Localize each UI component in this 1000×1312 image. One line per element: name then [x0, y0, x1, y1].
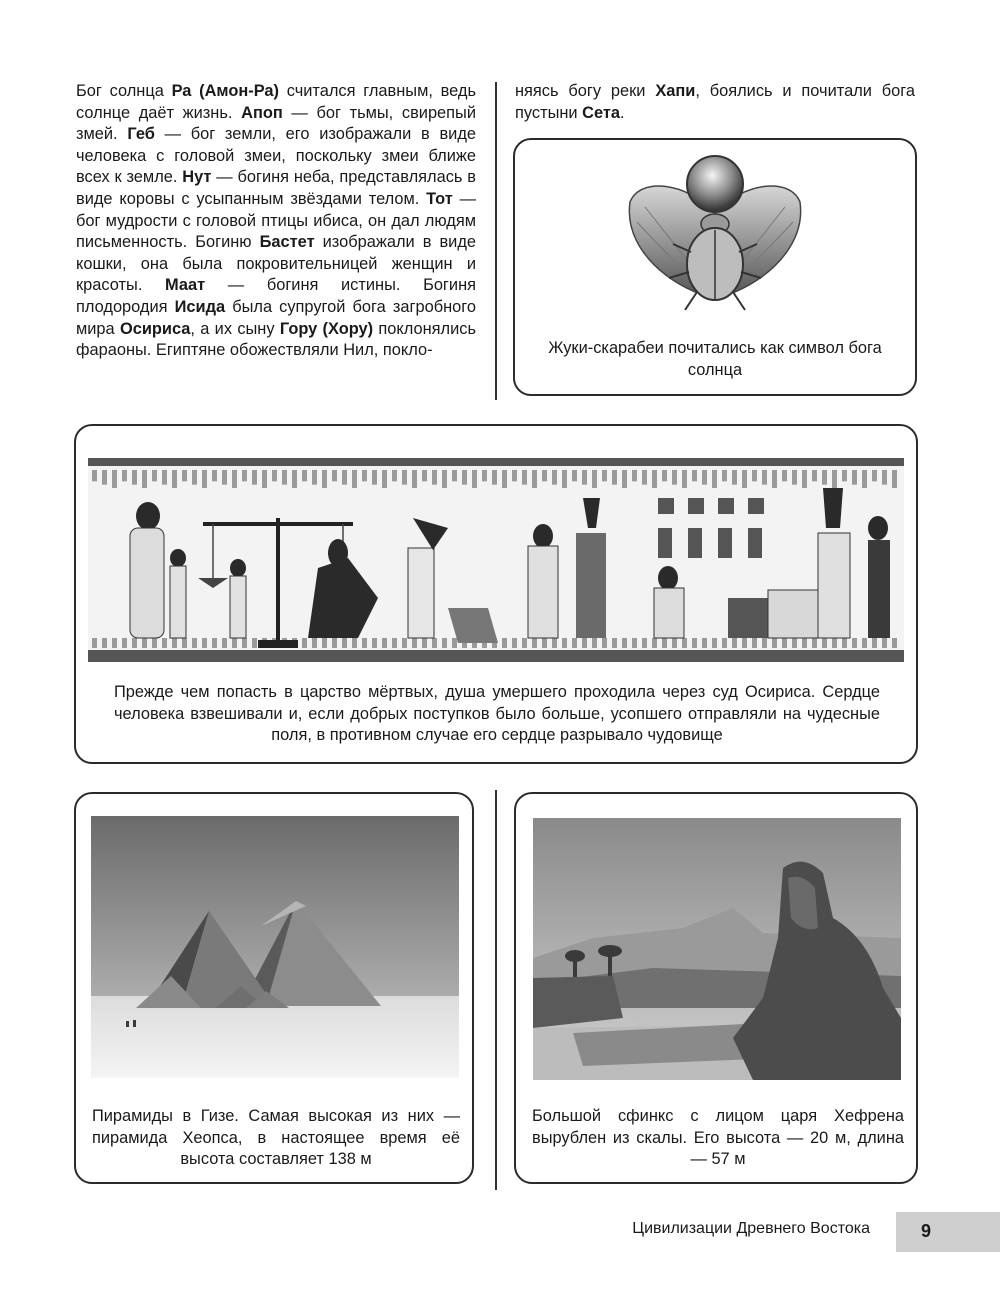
scarab-caption: Жуки-скарабеи почитались как символ бога солнца — [548, 339, 882, 379]
page-number-box — [896, 1212, 1000, 1252]
bold-term: Маат — [165, 276, 206, 295]
bold-term: Нут — [182, 168, 212, 187]
bold-term: Исида — [174, 297, 226, 316]
footer-title: Цивилизации Древнего Востока — [632, 1220, 870, 1237]
page-number: 9 — [920, 1221, 931, 1241]
bold-term: Хапи — [655, 82, 696, 100]
bold-term: Тот — [426, 189, 453, 208]
text-run: , а их сыну — [190, 319, 280, 338]
bold-term: Геб — [127, 125, 155, 144]
text-run: — богиня неба, представлялась в виде коровы с усыпанным звёздами телом. — [76, 168, 476, 208]
body-text-left — [76, 81, 476, 362]
sphinx-card — [514, 792, 918, 1184]
text-run: считался главным, ведь солнце даёт жизнь. — [76, 82, 477, 122]
text-run: Бог солнца — [76, 82, 172, 100]
bottom-divider — [495, 790, 497, 1190]
scarab-illustration — [625, 152, 805, 322]
text-run: , боялись и почитали бога пустыни — [515, 82, 915, 122]
bold-term: Бастет — [259, 233, 315, 252]
judgment-frieze — [88, 458, 904, 662]
text-run: изображали в виде кошки, она была покровительницей женщин и красоты. — [76, 233, 477, 295]
judgment-card — [74, 424, 918, 764]
body-text-right — [515, 81, 915, 124]
text-run: — богиня истины. Богиня плодородия — [76, 276, 476, 316]
text-run: была супругой бога загробного мира — [76, 297, 476, 338]
text-run: — бог земли, его изображали в виде человека с головой змеи, поскольку змеи ближе всех к земле. — [76, 125, 477, 187]
text-run: поклонялись фараоны. Египтяне обожествляли Нил, покло- — [76, 319, 476, 360]
text-run: няясь богу реки — [515, 82, 656, 100]
sphinx-photo — [533, 818, 901, 1080]
sphinx-caption: Большой сфинкс с лицом царя Хефрена вырублен из скалы. Его высота — 20 м, длина — 57 м — [532, 1107, 904, 1169]
text-run: — бог тьмы, свирепый змей. — [76, 103, 476, 144]
judgment-caption: Прежде чем попасть в царство мёртвых, душа умершего проходила через суд Осириса. Сердце человека взвешивали и, если добрых поступков было больше, усопшего отправляли на чудесные поля, в противном случае его сердце разрывало чудовище — [114, 683, 880, 745]
bold-term: Гору (Хору) — [279, 319, 374, 338]
pyramids-caption: Пирамиды в Гизе. Самая высокая из них — пирамида Хеопса, в настоящее время её высота составляет 138 м — [92, 1107, 460, 1169]
bold-term: Апоп — [241, 103, 283, 122]
pyramids-card — [74, 792, 474, 1184]
pyramids-photo — [91, 816, 459, 1078]
text-run: . — [620, 103, 625, 122]
bold-term: Сета — [582, 103, 621, 122]
column-divider — [495, 82, 497, 400]
scarab-card — [513, 138, 917, 396]
bold-term: Ра (Амон-Ра) — [171, 82, 279, 100]
bold-term: Осириса — [119, 319, 191, 338]
text-run: — бог мудрости с головой птицы ибиса, он дал людям письменность. Богиню — [76, 189, 476, 252]
